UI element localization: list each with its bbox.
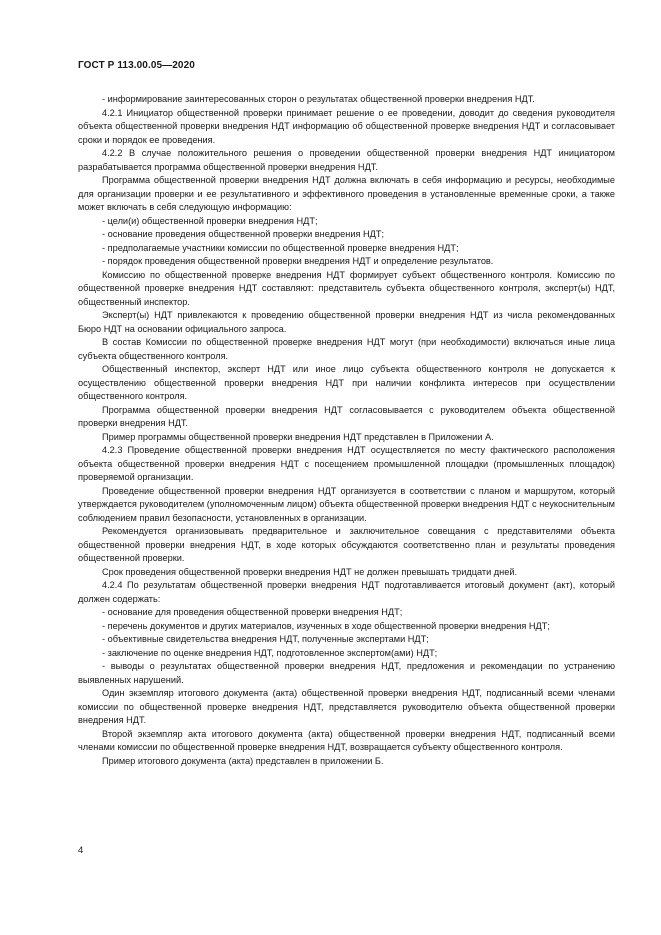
paragraph: Общественный инспектор, эксперт НДТ или иное лицо субъекта общественного контроля не допускается к осуществлению общественной проверки внедрения НДТ при наличии конфликта интересов при осуществлении общественного контроля. [78,364,615,401]
list-item: - заключение по оценке внедрения НДТ, подготовленное экспертом(ами) НДТ; [102,647,438,658]
paragraph: 4.2.2 В случае положительного решения о проведении общественной проверки внедрения НДТ инициатором разрабатывается программа общественной проверки внедрения НДТ. [78,148,615,172]
paragraph: Эксперт(ы) НДТ привлекаются к проведению общественной проверки внедрения НДТ из числа рекомендованных Бюро НДТ на основании официального запроса. [78,310,615,334]
document-body [78,93,615,768]
page-number: 4 [78,845,84,856]
paragraph: Пример итогового документа (акта) представлен в приложении Б. [102,755,384,766]
list-item: - выводы о результатах общественной проверки внедрения НДТ, предложения и рекомендации по устранению выявленных нарушений. [78,661,615,685]
list-item: - основание для проведения общественной проверки внедрения НДТ; [102,607,403,617]
paragraph: Программа общественной проверки внедрения НДТ должна включать в себя информацию и ресурсы, необходимые для организации проверки и ее результативного и эффективного проведения в установленные временные сроки, а также может включать в себя следующую информацию: [78,175,615,212]
paragraph: Срок проведения общественной проверки внедрения НДТ не должен превышать тридцати дней. [102,566,518,577]
paragraph: Программа общественной проверки внедрения НДТ согласовывается с руководителем объекта общественной проверки внедрения НДТ. [78,404,615,428]
document-header-title: ГОСТ Р 113.00.05—2020 [78,60,195,71]
list-item: - объективные свидетельства внедрения НДТ, полученные экспертами НДТ; [102,634,429,644]
paragraph: Проведение общественной проверки внедрения НДТ организуется в соответствии с планом и маршрутом, который утверждается руководителем (уполномоченным лицом) объекта общественной проверки внедрения НДТ с неукоснительным соблюдением правил безопасности, установленных в организации. [78,485,615,523]
paragraph: Рекомендуется организовывать предварительное и заключительное совещания с представителями объекта общественной проверки внедрения НДТ, в ходе которых обсуждаются соответственно план и результаты проведения общественной проверки. [78,526,615,563]
paragraph: 4.2.3 Проведение общественной проверки внедрения НДТ осуществляется по месту фактического расположения объекта общественной проверки внедрения НДТ с посещением промышленной площадки (промышленных площадок) проверяемой организации. [78,445,615,482]
list-item: - цели(и) общественной проверки внедрения НДТ; [102,215,318,226]
list-item: - предполагаемые участники комиссии по общественной проверке внедрения НДТ; [102,242,459,253]
paragraph: Второй экземпляр акта итогового документа (акта) общественной проверки внедрения НДТ, подписанный всеми членами комиссии по общественной проверке внедрения НДТ, возвращается субъекту общественного контроля. [78,728,615,752]
list-item: - порядок проведения общественной проверки внедрения НДТ и определение результатов. [102,256,494,266]
paragraph: 4.2.1 Инициатор общественной проверки принимает решение о ее проведении, доводит до сведения руководителя объекта общественной проверки внедрения НДТ информацию об общественной проверке внедрения НДТ и согласовывает сроки и порядок ее проведения. [78,107,615,145]
paragraph: В состав Комиссии по общественной проверке внедрения НДТ могут (при необходимости) включаться иные лица субъекта общественного контроля. [78,337,615,361]
paragraph: Комиссию по общественной проверке внедрения НДТ формирует субъект общественного контроля. Комиссию по общественной проверке внедрения НДТ составляют: представитель субъекта общественного контроля, эксперт(ы) НДТ, общественный инспектор. [78,269,615,307]
paragraph: Один экземпляр итогового документа (акта) общественной проверки внедрения НДТ, подписанный всеми членами комиссии по общественной проверке внедрения НДТ, представляется руководителю объекта общественной проверки внедрения НДТ. [78,688,615,725]
list-item: - основание проведения общественной проверки внедрения НДТ; [102,229,384,239]
list-item: - перечень документов и других материалов, изученных в ходе общественной проверки внедрения НДТ; [102,620,550,631]
paragraph: 4.2.4 По результатам общественной проверки внедрения НДТ подготавливается итоговый документ (акт), который должен содержать: [78,580,615,604]
paragraph: Пример программы общественной проверки внедрения НДТ представлен в Приложении А. [102,431,494,442]
paragraph: - информирование заинтересованных сторон о результатах общественной проверки внедрения НДТ. [102,94,535,104]
